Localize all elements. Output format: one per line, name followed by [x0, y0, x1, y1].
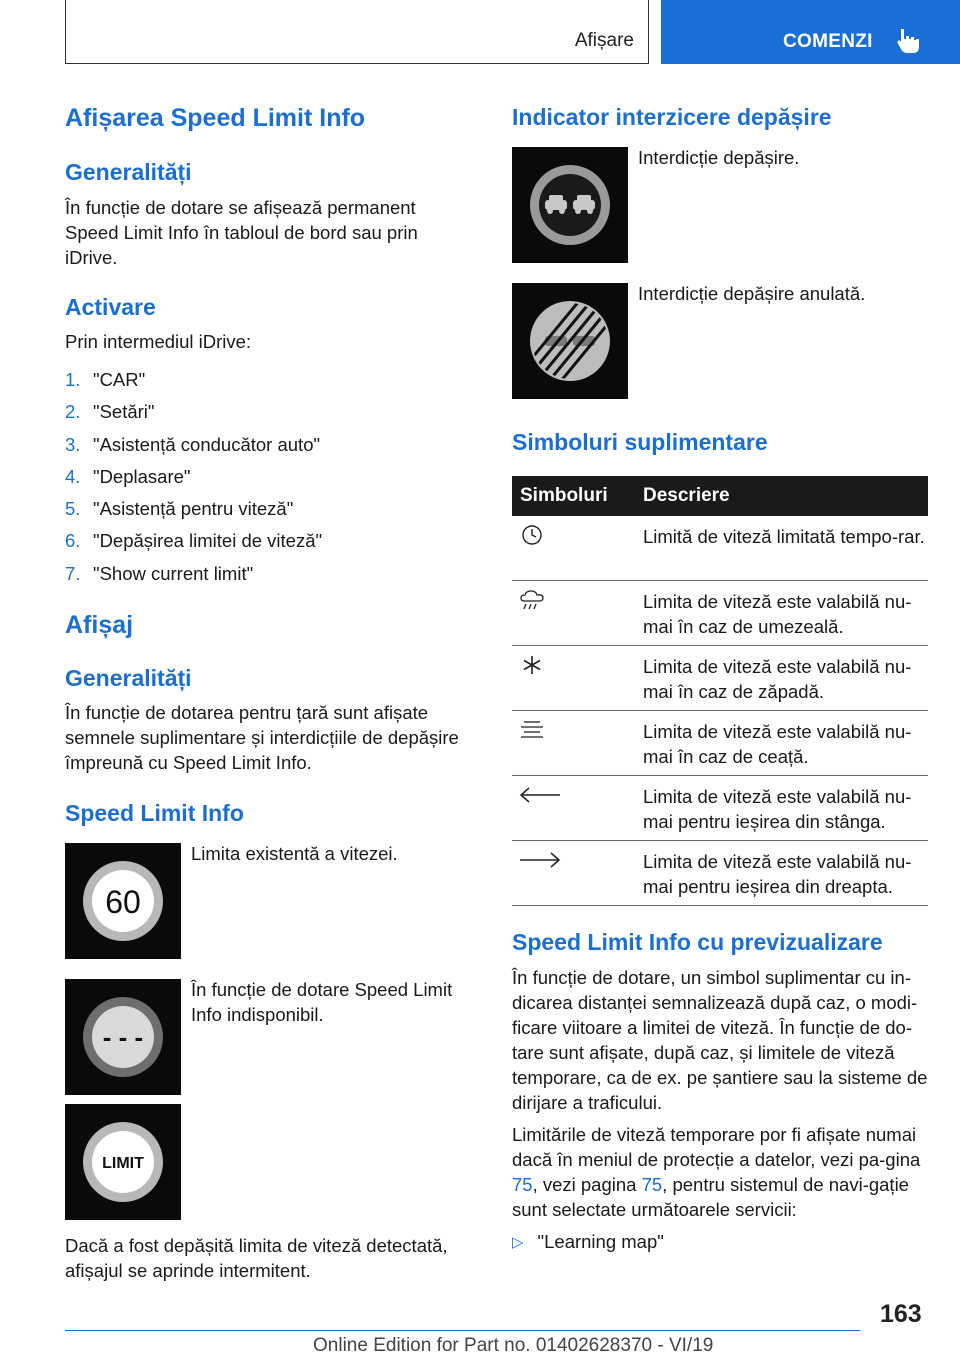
row-description: Limita de viteză este valabilă nu-mai în caz de umezeală. [643, 591, 912, 637]
header-section-box [65, 0, 649, 64]
supplementary-symbols-table [512, 476, 928, 906]
preview-heading: Speed Limit Info cu previzualizare [512, 929, 883, 955]
footer-divider [65, 1330, 860, 1331]
column-header-description: Descriere [643, 485, 730, 506]
snowflake-icon [518, 654, 546, 676]
activation-steps [65, 367, 465, 593]
svg-text:LIMIT: LIMIT [102, 1155, 144, 1172]
general-text-1: În funcție de dotare se afișează permanent Speed Limit Info în tabloul de bord sau prin iDrive. [65, 197, 418, 268]
speed-limit-unavailable-sign [65, 979, 181, 1095]
fog-icon [518, 719, 546, 741]
triangle-bullet-icon: ▷ [512, 1234, 524, 1251]
list-item: 2. "Setări" [65, 401, 155, 423]
no-overtaking-end-sign [512, 283, 628, 399]
table-row [512, 646, 928, 711]
list-item: 1. "CAR" [65, 369, 146, 390]
activation-text: Prin intermediul iDrive: [65, 331, 252, 352]
row-description: Limita de viteză este valabilă nu-mai pentru ieșirea din dreapta. [643, 851, 912, 897]
list-item: 3. "Asistență conducător auto" [65, 433, 321, 455]
rain-cloud-icon [518, 589, 546, 611]
speed-limit-info-heading: Speed Limit Info [65, 800, 244, 826]
sign1-caption: Limita existentă a vitezei. [191, 843, 398, 864]
general-heading-1: Generalități [65, 159, 192, 185]
display-heading: Afișaj [65, 611, 134, 639]
blink-text: Dacă a fost depășită limita de viteză detectată, afișajul se aprinde intermitent. [65, 1235, 448, 1281]
limits-text: Limitările de viteză temporare por fi afișate numai dacă în meniul de protecție a datelor, vezi pa-gina 75, vezi pagina 75, pentru sistemul de navi-gație sunt selectate următoarele servicii: [512, 1124, 921, 1220]
row-description: Limita de viteză este valabilă nu-mai pentru ieșirea din stânga. [643, 786, 912, 832]
general-text-2: În funcție de dotarea pentru țară sunt afișate semnele suplimentare și interdicțiile de depășire împreună cu Speed Limit Info. [65, 702, 459, 773]
arrow-right-icon [518, 849, 562, 871]
svg-text:- - -: - - - [102, 1022, 144, 1052]
header-chapter-title: COMENZI [783, 31, 873, 52]
list-item: 6. "Depășirea limitei de viteză" [65, 530, 323, 552]
list-item: 7. "Show current limit" [65, 562, 254, 584]
table-row [512, 516, 928, 581]
bullet-item-learning-map: ▷ "Learning map" [512, 1231, 664, 1252]
page-title: Afișarea Speed Limit Info [65, 104, 366, 132]
overtake-heading: Indicator interzicere depășire [512, 104, 832, 130]
row-description: Limita de viteză este valabilă nu-mai în caz de ceață. [643, 721, 912, 767]
page-75-link[interactable]: 75 [512, 1174, 533, 1195]
page-75-link-2[interactable]: 75 [641, 1174, 663, 1195]
table-row [512, 581, 928, 646]
no-overtaking-sign [512, 147, 628, 263]
hand-pointer-icon [896, 27, 922, 55]
supplementary-heading: Simboluri suplimentare [512, 429, 768, 455]
arrow-left-icon [518, 784, 562, 806]
column-header-symbols: Simboluri [520, 485, 608, 506]
row-description: Limita de viteză este valabilă nu-mai în caz de zăpadă. [643, 656, 912, 702]
svg-text:60: 60 [105, 884, 141, 920]
header-section-title: Afișare [574, 30, 634, 51]
table-row [512, 776, 928, 841]
table-row [512, 711, 928, 776]
preview-text: În funcție de dotare, un simbol suplimentar cu in-dicarea distanței semnalizează după caz, o modi-ficare viitoare a limitei de viteză. În funcție de do-tare sunt afișate, după caz, și limitele de viteză temporare, ca de ex. pe șantiere sau la sisteme de dirijare a traficului. [512, 967, 928, 1113]
page-number: 163 [880, 1300, 922, 1328]
list-item: 4. "Deplasare" [65, 465, 191, 487]
table-header [512, 476, 928, 516]
footer-edition: Online Edition for Part no. 01402628370 - VI/19 [313, 1335, 714, 1356]
overtake2-caption: Interdicție depășire anulată. [638, 283, 866, 304]
speed-limit-limit-sign [65, 1104, 181, 1220]
overtake1-caption: Interdicție depășire. [638, 147, 800, 168]
header-chapter-tab[interactable] [661, 0, 960, 64]
clock-icon [518, 524, 546, 546]
table-row [512, 841, 928, 906]
row-description: Limită de viteză limitată tempo-rar. [643, 526, 925, 547]
activation-heading: Activare [65, 294, 156, 320]
sign2-caption: În funcție de dotare Speed Limit Info indisponibil. [191, 979, 453, 1025]
list-item: 5. "Asistență pentru viteză" [65, 498, 294, 520]
general-heading-2: Generalități [65, 665, 192, 691]
speed-limit-60-sign [65, 843, 181, 959]
